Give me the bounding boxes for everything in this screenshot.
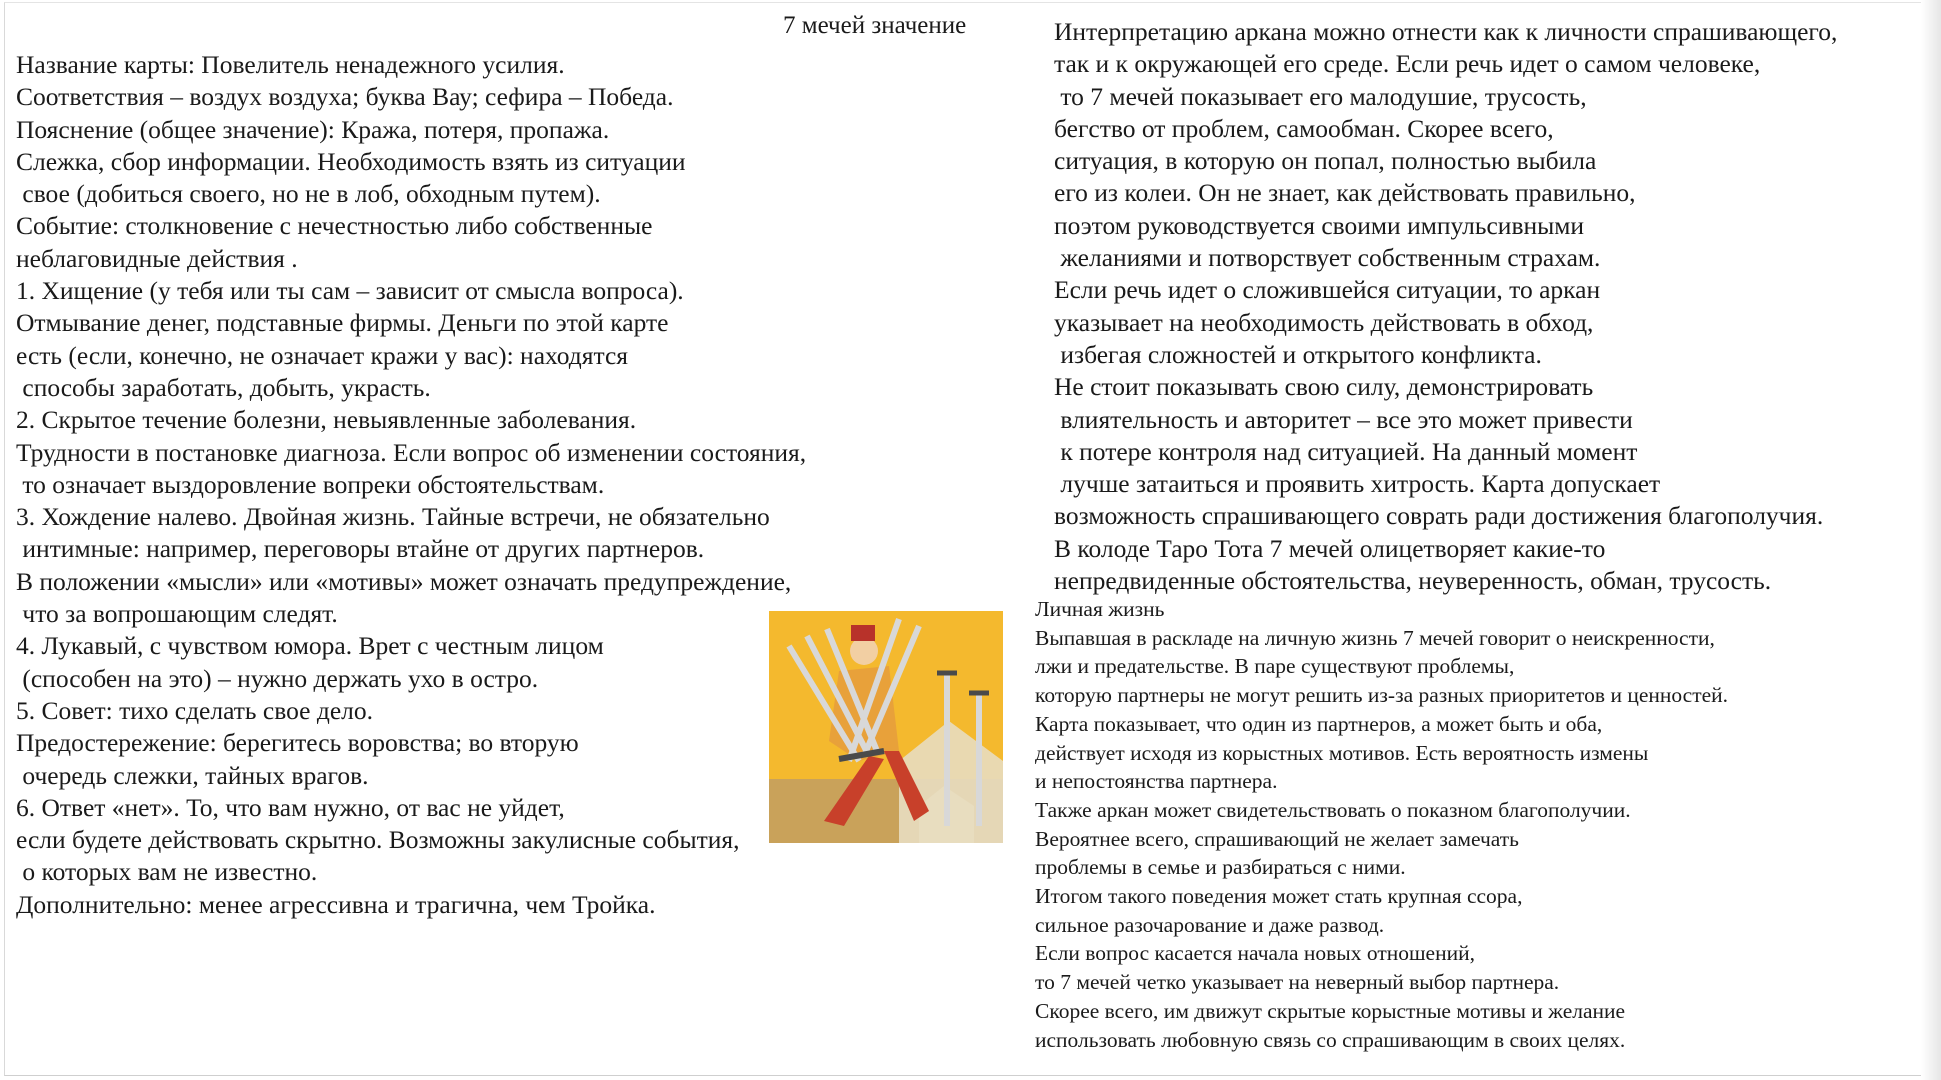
figure-head xyxy=(850,637,878,665)
text-line: 3. Хождение налево. Двойная жизнь. Тайные встречи, не обязательно xyxy=(16,502,770,532)
text-line: 2. Скрытое течение болезни, невыявленные заболевания. xyxy=(16,405,637,435)
text-line: непредвиденные обстоятельства, неуверенность, обман, трусость. xyxy=(1054,566,1772,596)
text-line: то означает выздоровление вопреки обстоятельствам. xyxy=(16,469,605,499)
right-text-column xyxy=(1054,16,1837,597)
text-line: Дополнительно: менее агрессивна и трагична, чем Тройка. xyxy=(16,889,656,919)
text-line: так и к окружающей его среде. Если речь идет о самом человеке, xyxy=(1054,49,1761,79)
personal-life-section xyxy=(1035,595,1728,1054)
seven-of-swords-card-image xyxy=(769,611,1003,843)
text-line: В колоде Таро Тота 7 мечей олицетворяет какие-то xyxy=(1054,533,1606,563)
text-line: свое (добиться своего, но не в лоб, обходным путем). xyxy=(16,179,601,209)
text-line: Слежка, сбор информации. Необходимость взять из ситуации xyxy=(16,146,686,176)
card-illustration xyxy=(769,611,1003,843)
text-line: то 7 мечей показывает его малодушие, трусость, xyxy=(1054,81,1587,111)
text-line: 5. Совет: тихо сделать свое дело. xyxy=(16,695,373,725)
text-line: Трудности в постановке диагноза. Если вопрос об изменении состояния, xyxy=(16,437,807,467)
text-line: действует исходя из корыстных мотивов. Есть вероятность измены xyxy=(1035,740,1649,765)
page-edge-shadow xyxy=(1921,0,1941,1080)
text-line: которую партнеры не могут решить из-за разных приоритетов и ценностей. xyxy=(1035,683,1729,708)
text-line: Название карты: Повелитель ненадежного усилия. xyxy=(16,50,565,79)
text-line: ситуация, в которую он попал, полностью выбила xyxy=(1054,146,1597,176)
text-line: есть (если, конечно, не означает кражи у вас): находятся xyxy=(16,340,629,370)
figure-hat xyxy=(851,625,875,641)
text-line: способы заработать, добыть, украсть. xyxy=(16,372,431,402)
text-line: Отмывание денег, подставные фирмы. Деньги по этой карте xyxy=(16,308,669,338)
page-title: 7 мечей значение xyxy=(783,12,967,39)
text-line: Событие: столкновение с нечестностью либо собственные xyxy=(16,211,653,241)
text-line: Не стоит показывать свою силу, демонстрировать xyxy=(1054,372,1594,402)
text-line: неблаговидные действия . xyxy=(16,243,298,273)
text-line: 6. Ответ «нет». То, что вам нужно, от вас не уйдет, xyxy=(16,792,565,822)
text-line: о которых вам не известно. xyxy=(16,857,318,887)
text-line: указывает на необходимость действовать в обход, xyxy=(1054,307,1594,337)
text-line: В положении «мысли» или «мотивы» может означать предупреждение, xyxy=(16,566,792,596)
text-line: Скорее всего, им движут скрытые корыстные мотивы и желание xyxy=(1035,998,1626,1023)
text-line: использовать любовную связь со спрашивающим в своих целях. xyxy=(1035,1027,1626,1052)
left-text-column xyxy=(16,49,806,921)
text-line: Предостережение: берегитесь воровства; во вторую xyxy=(16,728,579,758)
text-line: 4. Лукавый, с чувством юмора. Врет с честным лицом xyxy=(16,631,604,661)
text-line: Личная жизнь xyxy=(1035,597,1165,621)
text-line: 1. Хищение (у тебя или ты сам – зависит от смысла вопроса). xyxy=(16,276,684,306)
text-line: Пояснение (общее значение): Кража, потеря, пропажа. xyxy=(16,114,610,144)
text-line: Соответствия – воздух воздуха; буква Вау; сефира – Победа. xyxy=(16,82,674,112)
text-line: лжи и предательстве. В паре существуют проблемы, xyxy=(1035,654,1515,679)
text-line: бегство от проблем, самообман. Скорее всего, xyxy=(1054,113,1554,143)
text-line: Также аркан может свидетельствовать о показном благополучии. xyxy=(1035,797,1631,822)
text-line: Итогом такого поведения может стать крупная ссора, xyxy=(1035,884,1523,909)
text-line: и непостоянства партнера. xyxy=(1035,769,1278,794)
text-line: очередь слежки, тайных врагов. xyxy=(16,760,369,790)
text-line: то 7 мечей четко указывает на неверный выбор партнера. xyxy=(1035,970,1560,995)
text-line: возможность спрашивающего соврать ради достижения благополучия. xyxy=(1054,501,1824,531)
text-line: интимные: например, переговоры втайне от других партнеров. xyxy=(16,534,705,564)
text-line: Выпавшая в раскладе на личную жизнь 7 мечей говорит о неискренности, xyxy=(1035,625,1715,650)
text-line: Если вопрос касается начала новых отношений, xyxy=(1035,941,1475,966)
text-line: сильное разочарование и даже развод. xyxy=(1035,912,1385,937)
text-line: Интерпретацию аркана можно отнести как к личности спрашивающего, xyxy=(1054,17,1838,46)
text-line: Карта показывает, что один из партнеров, а может быть и оба, xyxy=(1035,711,1603,736)
text-line: Вероятнее всего, спрашивающий не желает замечать xyxy=(1035,826,1519,851)
text-line: если будете действовать скрытно. Возможны закулисные события, xyxy=(16,825,740,855)
text-line: Если речь идет о сложившейся ситуации, то аркан xyxy=(1054,275,1601,305)
text-line: поэтом руководствуется своими импульсивными xyxy=(1054,210,1585,240)
text-line: к потере контроля над ситуацией. На данный момент xyxy=(1054,436,1638,466)
text-line: желаниями и потворствует собственным страхам. xyxy=(1054,243,1601,273)
text-line: его из колеи. Он не знает, как действовать правильно, xyxy=(1054,178,1636,208)
text-line: проблемы в семье и разбираться с ними. xyxy=(1035,855,1406,880)
text-line: что за вопрошающим следят. xyxy=(16,599,338,629)
text-line: избегая сложностей и открытого конфликта. xyxy=(1054,339,1542,369)
text-line: влиятельность и авторитет – все это может привести xyxy=(1054,404,1633,434)
text-line: (способен на это) – нужно держать ухо в остро. xyxy=(16,663,539,693)
text-line: лучше затаиться и проявить хитрость. Карта допускает xyxy=(1054,469,1661,499)
